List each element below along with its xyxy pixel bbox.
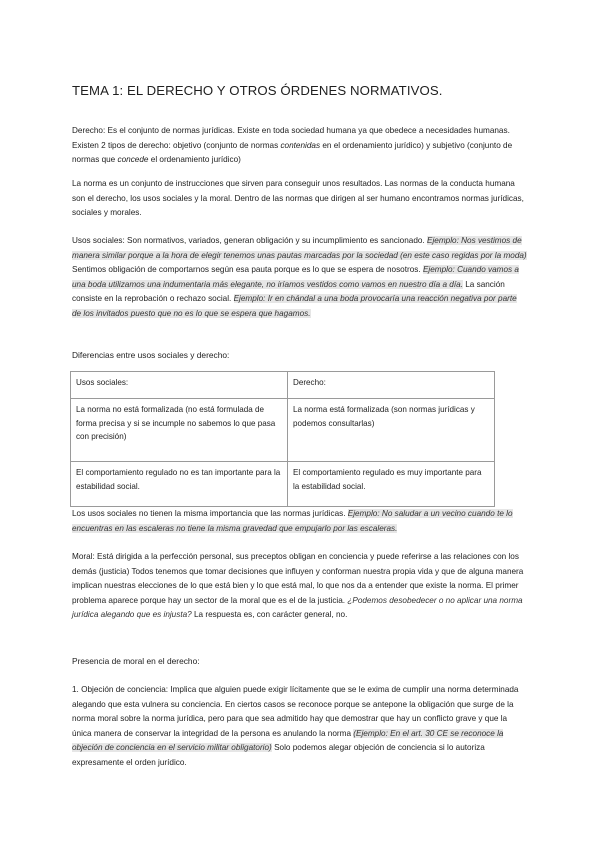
usos-sociales-text-a: Usos sociales: Son normativos, variados, generan obligación y su incumplimiento es sancionado. bbox=[72, 236, 427, 245]
objecion-text-a: Objeción de conciencia: Implica que alguien puede exigir lícitamente que se le exima de cumplir una norma determinada alegando que esta vulnera su conciencia. En ciertos casos se reconoce porque se antepone la obligación que surge de la norma moral sobre la norma jurídica, pero para que sea admitido hay que demostrar que hay un conflicto grave y que la única manera de conservar la integridad de la persona es anulando la norma bbox=[72, 685, 519, 738]
table-cell: La norma está formalizada (son normas jurídicas y podemos consultarlas) bbox=[288, 399, 495, 462]
table-header-row bbox=[71, 372, 495, 399]
example-chandal: Ejemplo: Ir en chándal a una boda provocaría una reacción negativa por parte de los invitados puesto que no es lo que se espera que hagamos. bbox=[72, 294, 517, 318]
table-cell: El comportamiento regulado no es tan importante para la estabilidad social. bbox=[71, 462, 288, 507]
objecion-number: 1. bbox=[72, 685, 82, 694]
moral-text-a: Moral: Está dirigida a la perfección personal, sus preceptos obligan en conciencia y puede referirse a las relaciones con los demás (justicia) Todos tenemos que tomar decisiones que influyen y conforman nuestra propia vida y que de alguna manera implican nuestras elecciones de lo que está bien y lo que está mal, lo que nos da a entender que existe la norma. El primer problema aparece porque hay un sector de la moral que es el de la justicia. bbox=[72, 552, 524, 605]
diff-heading: Diferencias entre usos sociales y derecho: bbox=[72, 350, 230, 360]
usos-sociales-text-c: La sanción consiste en la reprobación o rechazo social. bbox=[72, 279, 505, 303]
example-boda: Ejemplo: Cuando vamos a una boda utilizamos una indumentaria más elegante, no iríamos vestidos como vamos en nuestro día a día. bbox=[72, 265, 519, 289]
differences-table bbox=[70, 371, 495, 507]
table-cell: La norma no está formalizada (no está formulada de forma precisa y si se incumple no sabemos lo que pasa con precisión) bbox=[71, 399, 288, 462]
table-header-usos: Usos sociales: bbox=[71, 372, 288, 399]
moral-text-b: La respuesta es, con carácter general, no. bbox=[191, 610, 348, 619]
paragraph-derecho bbox=[72, 124, 528, 168]
example-art30: (Ejemplo: En el art. 30 CE se reconoce la objeción de conciencia en el servicio militar obligatorio) bbox=[72, 728, 504, 752]
table-row bbox=[71, 462, 495, 507]
question-injusta: ¿Podemos desobedecer o no aplicar una norma jurídica alegando que es injusta? bbox=[72, 595, 523, 619]
table-cell: El comportamiento regulado es muy importante para la estabilidad social. bbox=[288, 462, 495, 507]
moral-heading: Presencia de moral en el derecho: bbox=[72, 656, 200, 666]
paragraph-moral bbox=[72, 550, 528, 623]
paragraph-derecho-text-b: en el ordenamiento jurídico) y subjetivo (conjunto de normas que bbox=[72, 140, 513, 164]
example-vecino: Ejemplo: No saludar a un vecino cuando te lo encuentras en las escaleras no tiene la misma gravedad que empujarlo por las escaleras. bbox=[72, 509, 513, 533]
table-row bbox=[71, 399, 495, 462]
example-moda: Ejemplo: Nos vestimos de manera similar porque a la hora de elegir tenemos unas pautas marcadas por la sociedad (en este caso regidas por la moda) bbox=[72, 236, 527, 260]
paragraph-derecho-em-b: concede bbox=[117, 155, 149, 164]
table-header-derecho: Derecho: bbox=[288, 372, 495, 399]
paragraph-importancia bbox=[72, 507, 528, 536]
paragraph-objecion bbox=[72, 683, 528, 770]
paragraph-derecho-em-a: contenidas bbox=[280, 140, 321, 150]
paragraph-derecho-text-a: Derecho: Es el conjunto de normas jurídicas. Existe en toda sociedad humana ya que obedece a necesidades humanas. Existen 2 tipos de derecho: objetivo (conjunto de normas bbox=[72, 126, 510, 150]
paragraph-usos-sociales bbox=[72, 234, 528, 321]
page-title: TEMA 1: EL DERECHO Y OTROS ÓRDENES NORMATIVOS. bbox=[72, 83, 443, 98]
paragraph-norma: La norma es un conjunto de instrucciones que sirven para conseguir unos resultados. Las normas de la conducta humana son el derecho, los usos sociales y la moral. Dentro de las normas que dirigen al ser humano encontramos normas jurídicas, sociales y morales. bbox=[72, 179, 524, 217]
usos-sociales-text-b: Sentimos obligación de comportarnos según esa pauta porque es lo que se espera de nosotros. bbox=[72, 265, 423, 274]
importancia-text: Los usos sociales no tienen la misma importancia que las normas jurídicas. bbox=[72, 509, 348, 518]
objecion-text-b: Solo podemos alegar objeción de conciencia si lo autoriza expresamente el orden jurídico. bbox=[72, 743, 485, 767]
paragraph-derecho-text-c: el ordenamiento jurídico) bbox=[148, 155, 241, 164]
